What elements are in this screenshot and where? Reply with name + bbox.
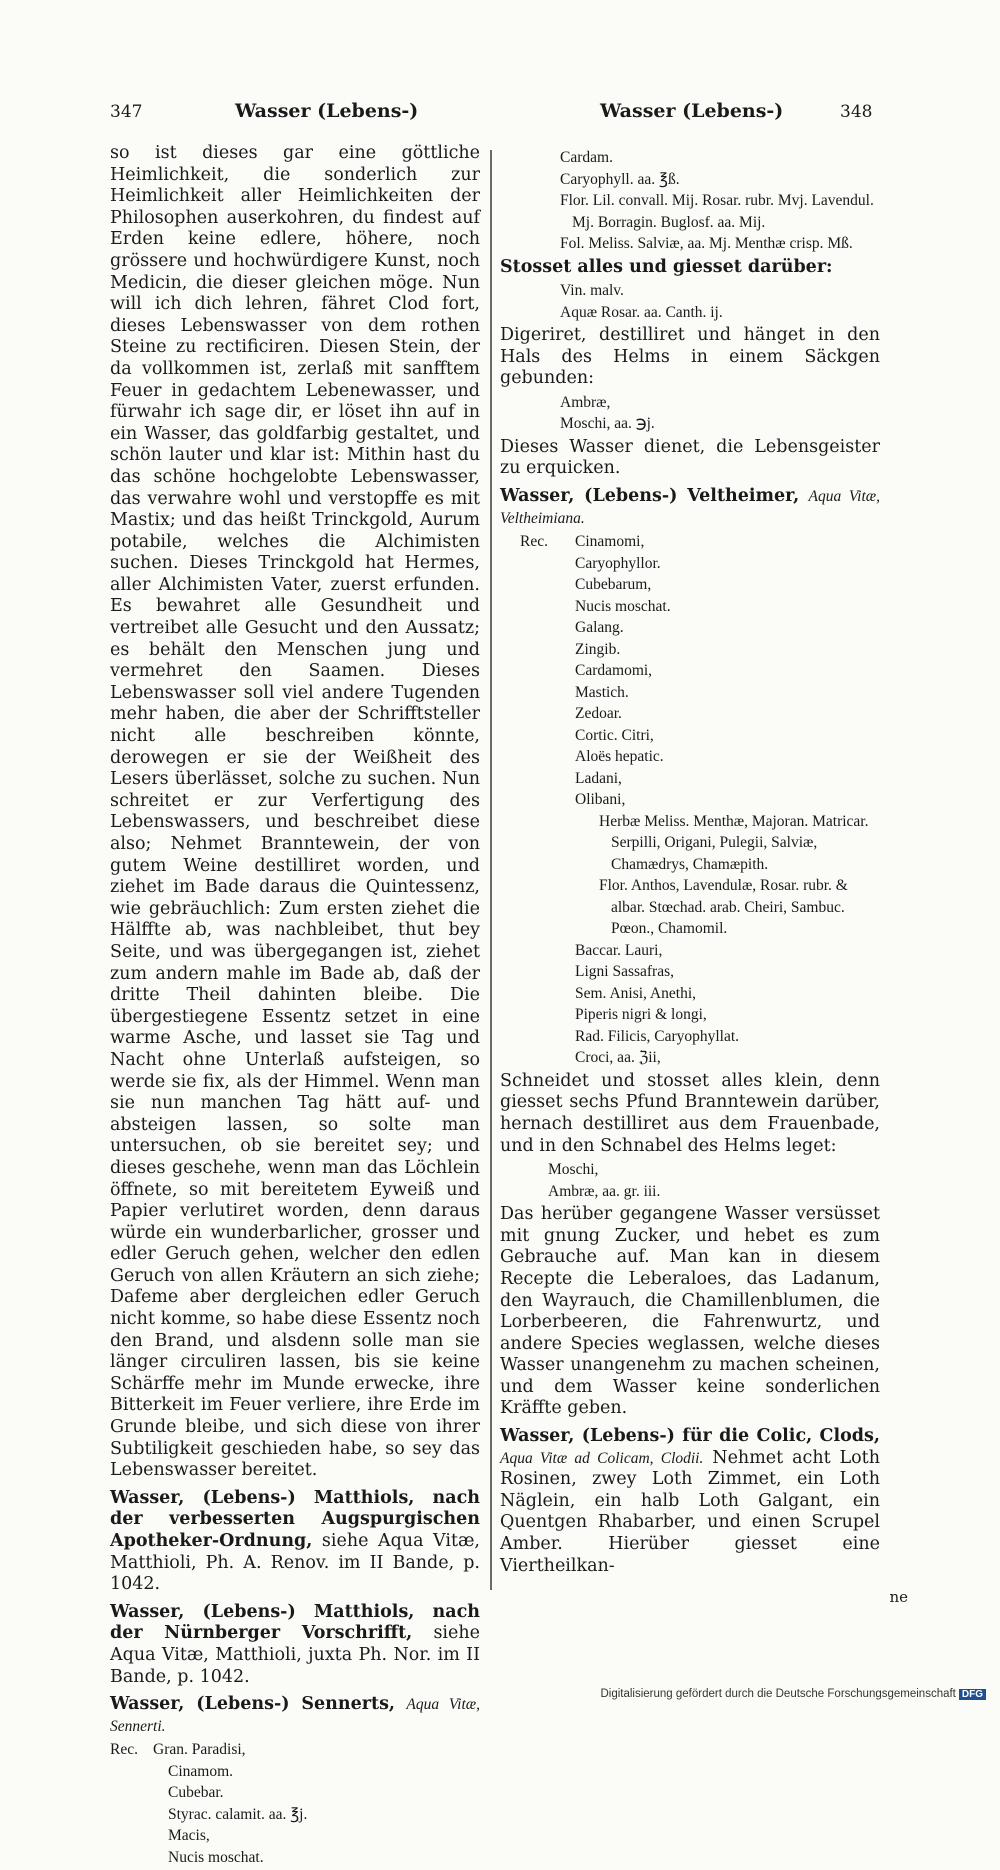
list-item: Cardamomi, xyxy=(575,662,653,680)
dfg-logo: DFG xyxy=(959,1689,986,1700)
catchword: ne xyxy=(889,1588,908,1606)
list-item: Ladani, xyxy=(575,769,622,787)
list-item: Caryophyllor. xyxy=(575,554,661,572)
list-item: Cinamom. xyxy=(168,1762,234,1780)
list-item: Macis, xyxy=(168,1827,210,1845)
list-item: Caryophyll. aa. ℥ß. xyxy=(560,170,680,188)
list-item: Zedoar. xyxy=(575,705,622,723)
list-item: Olibani, xyxy=(575,791,626,809)
list-item: Galang. xyxy=(575,619,624,637)
column-divider xyxy=(490,150,492,1590)
instruction-stosset: Stosset alles und giesset darüber: xyxy=(500,256,833,277)
list-item: Zingib. xyxy=(575,640,621,658)
recipe-label: Rec. xyxy=(110,1741,138,1759)
left-page-number: 347 xyxy=(110,102,143,122)
list-item: Sem. Anisi, Anethi, xyxy=(575,984,696,1002)
right-running-title: Wasser (Lebens-) xyxy=(600,100,784,122)
left-column xyxy=(110,143,480,1870)
list-item: Piperis nigri & longi, xyxy=(575,1006,707,1024)
recipe-label: Rec. xyxy=(520,533,548,551)
instruction-dienet: Dieses Wasser dienet, die Lebensgeister zu erquicken. xyxy=(500,436,880,479)
list-item: Moschi, xyxy=(548,1161,599,1179)
list-item: Styrac. calamit. aa. ℥j. xyxy=(168,1805,308,1823)
list-item: Moschi, aa. ℈j. xyxy=(560,415,655,433)
entry-matthiol-augsburg: Wasser, (Lebens-) Matthiols, nach der verbesserten Augspurgischen Apotheker-Ordnung, siehe Aqua Vitæ, Matthioli, Ph. A. Renov. im II Bande, p. 1042. xyxy=(110,1487,480,1595)
list-item: Gran. Paradisi, xyxy=(153,1741,246,1759)
instruction-digeriret: Digeriret, destilliret und hänget in den Hals des Helms in einem Säckgen gebunden: xyxy=(500,325,880,389)
list-item: Croci, aa. ℨii, xyxy=(575,1049,661,1067)
list-item: Nucis moschat. xyxy=(575,597,671,615)
instruction-schneidet: Schneidet und stosset alles klein, denn giesset sechs Pfund Branntewein darüber, hernach destilliret aus dem Frauenbade, und in den Schnabel des Helms leget: xyxy=(500,1070,880,1156)
list-item: Vin. malv. xyxy=(560,282,624,300)
right-column xyxy=(500,145,880,1577)
list-item: Fol. Meliss. Salviæ, aa. Mj. Menthæ crisp. Mß. xyxy=(560,235,853,252)
entry-colic: Wasser, (Lebens-) für die Colic, Clods, Aqua Vitæ ad Colicam, Clodii. Nehmet acht Loth Rosinen, zwey Loth Zimmet, ein Loth Näglein, ein halb Loth Galgant, ein Quentgen Rhabarber, und einen Scrupel Amber. Hierüber giesset eine Viertheilkan- xyxy=(500,1426,880,1576)
continued-recipe-list xyxy=(500,147,880,255)
list-item: Baccar. Lauri, xyxy=(575,941,663,959)
list-item: Herbæ Meliss. Menthæ, Majoran. Matricar. Serpilli, Origani, Pulegii, Salviæ, Chamædrys, Chamæpith. xyxy=(599,812,869,873)
list-item: Nucis moschat. xyxy=(168,1848,264,1866)
sennert-recipe-list xyxy=(110,1739,480,1868)
list-item: Mastich. xyxy=(575,683,629,701)
veltheimer-recipe-list xyxy=(520,531,880,1069)
list-item: Ambræ, aa. gr. iii. xyxy=(548,1182,661,1200)
entry-matthiol-nuremberg: Wasser, (Lebens-) Matthiols, nach der Nürnberger Vorschrifft, siehe Aqua Vitæ, Matthioli, juxta Ph. Nor. im II Bande, p. 1042. xyxy=(110,1601,480,1687)
left-main-paragraph: so ist dieses gar eine göttliche Heimlichkeit, die sonderlich zur Heimlichkeit aller Heimlichkeiten der Philosophen auserkohren, du findest auf Erden keine edlere, höhere, noch grössere und hochwürdigere Kunst, noch Medicin, die dieser gleichen möge. Nun will ich dich lehren, fähret Clod fort, dieses Lebenswasser von dem rothen Steine zu rectificiren. Diesen Stein, der da vollkommen ist, zerlaß mit sanfftem Feuer in gedachtem Lebenewasser, und fürwahr ich sage dir, er löset ihn auf in ein Wasser, das goldfarbig gestaltet, und schön lauter und klar ist: Mithin hast du das schöne hochgelobte Lebenswasser, das verwahre wohl und verstopffe es mit Mastix; und das heißt Trinckgold, Aurum potabile, welches die Alchimisten suchen. Dieses Trinckgold hat Hermes, aller Alchimisten Vater, zuerst erfunden. Es bewahret alle Gesundheit und vertreibet alle Gesucht und den Aussatz; es behält den Menschen jung und vermehret den Saamen. Dieses Lebenswasser soll viel andere Tugenden mehr haben, die aber der Schrifftsteller nicht alle beschreiben könnte, derowegen er sie der Weißheit des Lesers überlässet, solche zu suchen. Nun schreitet er zur Verfertigung des Lebenswassers, und beschreibet diese also; Nehmet Branntewein, der von gutem Weine destilliret worden, und ziehet im Bade daraus die Quintessenz, wie gebräuchlich: Zum ersten ziehet die Hälffte ab, was nachbleibet, thut bey Seite, und was übergegangen ist, ziehet zum andern mahle im Bade ab, daß der dritte Theil dahinten bleibe. Die übergestiegene Essentz setzet in eine warme Asche, und lasset sie Tag und Nacht ohne Unterlaß aufsteigen, so werde sie fix, als der Himmel. Wenn man sie nun manchen Tag hätt auf- und absteigen lassen, so solte man untersuchen, ob sie bereitet sey; und dieses geschehe, wenn man das Löchlein öffnete, so mit bereitetem Eyweiß und Papier verlutiret worden, denn daraus würde ein wunderbarlicher, grosser und edler Geruch gehen, welcher den edlen Geruch von allen Kräutern an sich ziehe; Dafeme aber dergleichen edler Geruch nicht komme, so habe diese Essentz noch den Brand, und alsdenn solle man sie länger circuliren lassen, bis sie keine Schärffe mehr im Munde erwecke, ihre Bitterkeit im Feuer verliere, ihre Erde im Grunde bleibe, und sich diese von ihrer Subtiligkeit geschieden habe, so sey das Lebenswasser bereitet. xyxy=(110,143,480,1481)
list-item: Aloës hepatic. xyxy=(575,748,664,766)
entry-veltheimer: Wasser, (Lebens-) Veltheimer, Aqua Vitæ, Veltheimiana. xyxy=(500,486,880,527)
list-item: Aquæ Rosar. aa. Canth. ij. xyxy=(560,303,723,321)
digitization-footer: Digitalisierung gefördert durch die Deutsche Forschungsgemeinschaft DFG xyxy=(600,1688,986,1700)
list-item: Cubebar. xyxy=(168,1784,224,1802)
list-item: Cortic. Citri, xyxy=(575,726,654,744)
list-item: Cubebarum, xyxy=(575,576,652,594)
list-item: Flor. Anthos, Lavendulæ, Rosar. rubr. & albar. Stœchad. arab. Cheiri, Sambuc. Pœon., Chamomil. xyxy=(599,877,848,938)
list-item: Cinamomi, xyxy=(575,533,645,551)
left-running-title: Wasser (Lebens-) xyxy=(235,100,419,122)
instruction-heruber: Das herüber gegangene Wasser versüsset mit gnung Zucker, und hebet es zum Gebrauche auf. Man kan in diesem Recepte die Leberaloes, das Ladanum, den Wayrauch, die Chamillenblumen, die Lorberbeeren, die Fahrenwurtz, und andere Species weglassen, welche dieses Wasser unangenehm zu machen scheinen, und dem Wasser keine sonderlichen Kräffte geben. xyxy=(500,1204,880,1419)
entry-sennert: Wasser, (Lebens-) Sennerts, Aqua Vitæ, Sennerti. xyxy=(110,1694,480,1735)
list-item: Ligni Sassafras, xyxy=(575,963,675,981)
wine-list xyxy=(500,280,880,323)
right-page-number: 348 xyxy=(840,102,873,122)
list-item: Ambræ, xyxy=(560,393,611,411)
list-item: Rad. Filicis, Caryophyllat. xyxy=(575,1027,740,1045)
list-item: Cardam. xyxy=(560,149,613,166)
ambra-list xyxy=(500,392,880,435)
list-item: Flor. Lil. convall. Mij. Rosar. rubr. Mvj. Lavendul. Mj. Borragin. Buglosf. aa. Mij. xyxy=(560,192,874,231)
moschi-list xyxy=(500,1159,880,1202)
